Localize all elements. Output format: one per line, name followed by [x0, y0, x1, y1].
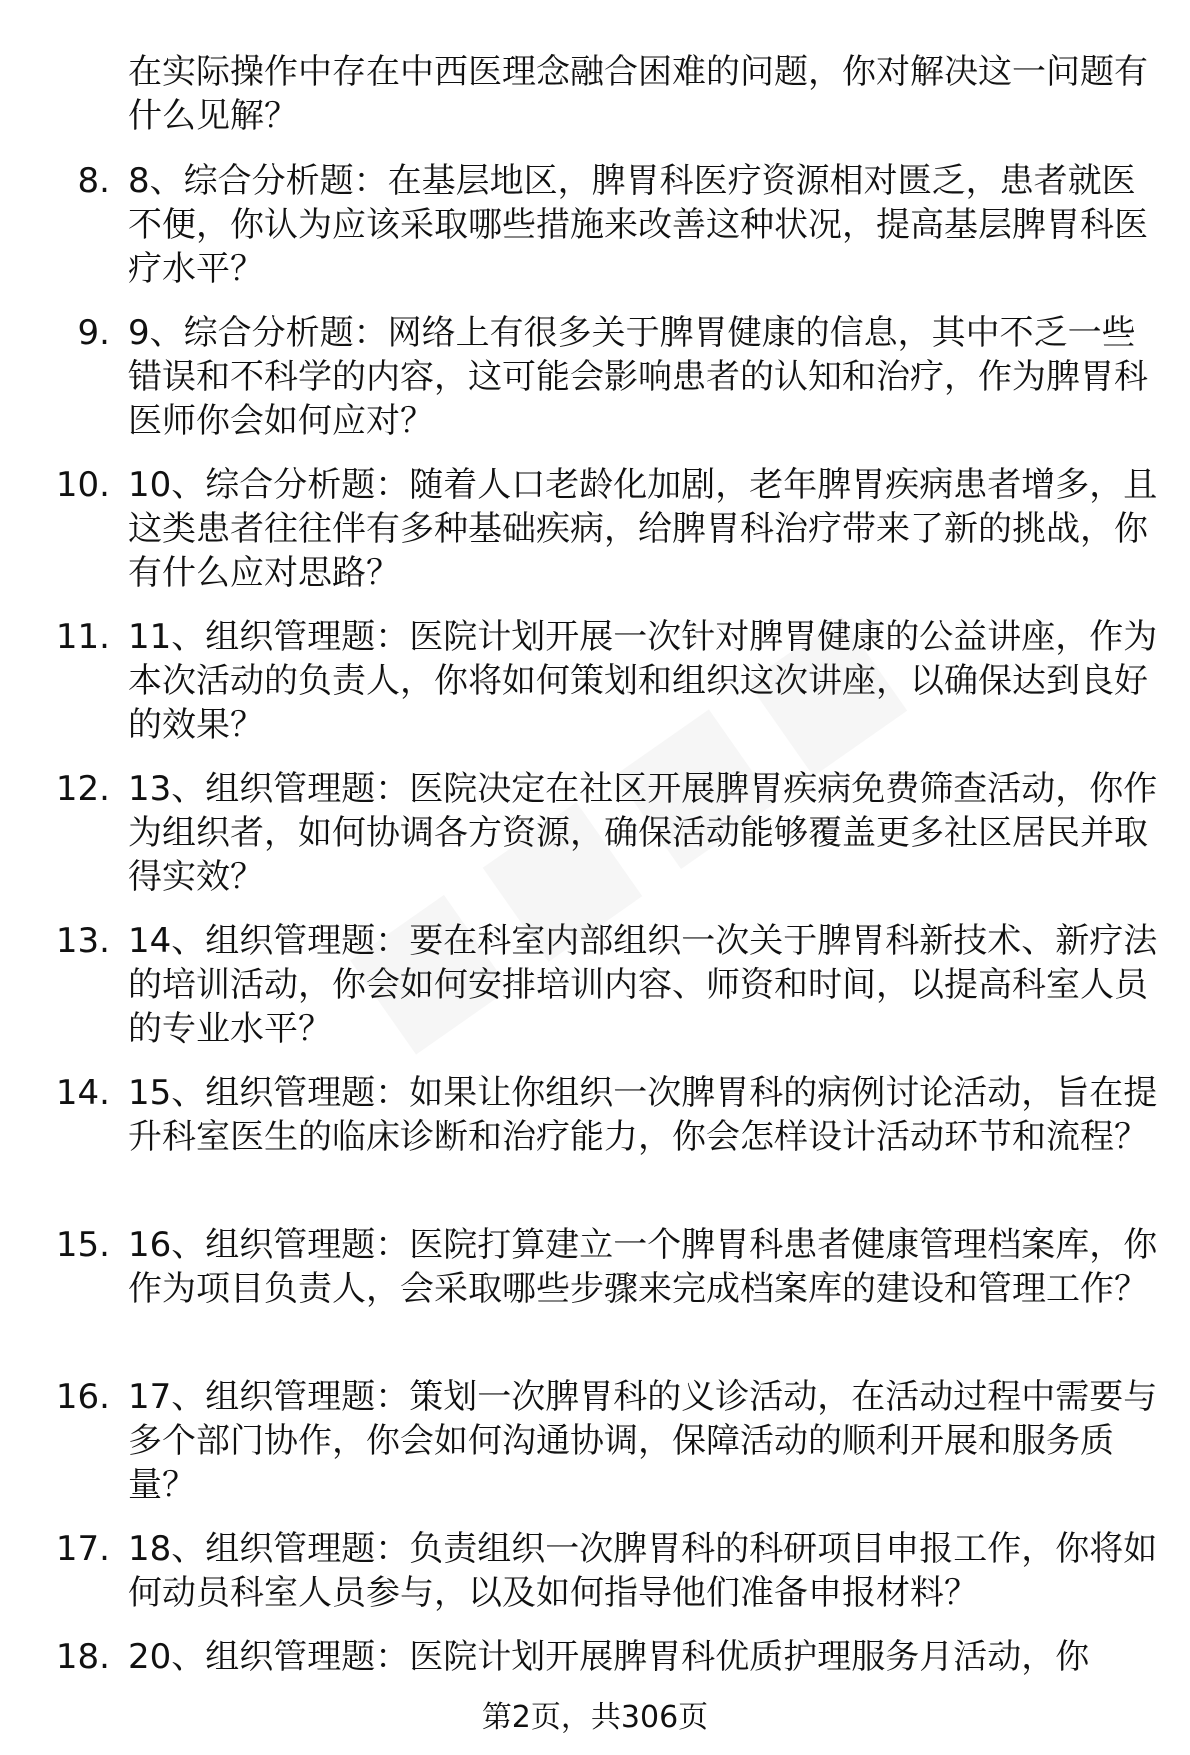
list-item [0, 159, 1190, 291]
question-text: 17、组织管理题：策划一次脾胃科的义诊活动，在活动过程中需要与多个部门协作，你会如何沟通协调，保障活动的顺利开展和服务质量？ [128, 1377, 1158, 1505]
list-item [0, 767, 1190, 899]
list-number: 9. [77, 313, 110, 353]
question-text: 9、综合分析题：网络上有很多关于脾胃健康的信息，其中不乏一些错误和不科学的内容，这可能会影响患者的认知和治疗，作为脾胃科医师你会如何应对？ [128, 313, 1148, 441]
question-text: 20、组织管理题：医院计划开展脾胃科优质护理服务月活动，你 [128, 1637, 1090, 1677]
list-number: 15. [55, 1225, 110, 1265]
list-number: 18. [55, 1637, 110, 1677]
question-text: 8、综合分析题：在基层地区，脾胃科医疗资源相对匮乏，患者就医不便，你认为应该采取哪些措施来改善这种状况，提高基层脾胃科医疗水平？ [128, 161, 1148, 289]
page-footer: 第2页，共306页 [481, 1700, 709, 1735]
question-text: 14、组织管理题：要在科室内部组织一次关于脾胃科新技术、新疗法的培训活动，你会如何安排培训内容、师资和时间，以提高科室人员的专业水平？ [128, 921, 1158, 1049]
list-item [0, 311, 1190, 443]
continued-question-text: 在实际操作中存在中西医理念融合困难的问题，你对解决这一问题有什么见解？ [128, 52, 1148, 136]
list-number: 13. [55, 921, 110, 961]
list-number: 10. [55, 465, 110, 505]
question-list [0, 159, 1190, 1743]
question-text: 13、组织管理题：医院决定在社区开展脾胃疾病免费筛查活动，你作为组织者，如何协调各方资源，确保活动能够覆盖更多社区居民并取得实效？ [128, 769, 1158, 897]
list-item [0, 1223, 1190, 1355]
question-text: 11、组织管理题：医院计划开展一次针对脾胃健康的公益讲座，作为本次活动的负责人，你将如何策划和组织这次讲座，以确保达到良好的效果？ [128, 617, 1158, 745]
question-text: 15、组织管理题：如果让你组织一次脾胃科的病例讨论活动，旨在提升科室医生的临床诊断和治疗能力，你会怎样设计活动环节和流程？ [128, 1073, 1158, 1157]
list-item [0, 1071, 1190, 1203]
list-number: 12. [55, 769, 110, 809]
question-text: 10、综合分析题：随着人口老龄化加剧，老年脾胃疾病患者增多，且这类患者往往伴有多种基础疾病，给脾胃科治疗带来了新的挑战，你有什么应对思路？ [128, 465, 1158, 593]
list-number: 17. [55, 1529, 110, 1569]
list-item [0, 615, 1190, 747]
list-item [0, 1527, 1190, 1615]
list-number: 8. [77, 161, 110, 201]
list-number: 16. [55, 1377, 110, 1417]
list-number: 11. [55, 617, 110, 657]
list-number: 14. [55, 1073, 110, 1113]
question-text: 16、组织管理题：医院打算建立一个脾胃科患者健康管理档案库，你作为项目负责人，会采取哪些步骤来完成档案库的建设和管理工作？ [128, 1225, 1158, 1309]
list-item [0, 1375, 1190, 1507]
list-item [0, 919, 1190, 1051]
list-item [0, 463, 1190, 595]
question-text: 18、组织管理题：负责组织一次脾胃科的科研项目申报工作，你将如何动员科室人员参与，以及如何指导他们准备申报材料？ [128, 1529, 1158, 1613]
